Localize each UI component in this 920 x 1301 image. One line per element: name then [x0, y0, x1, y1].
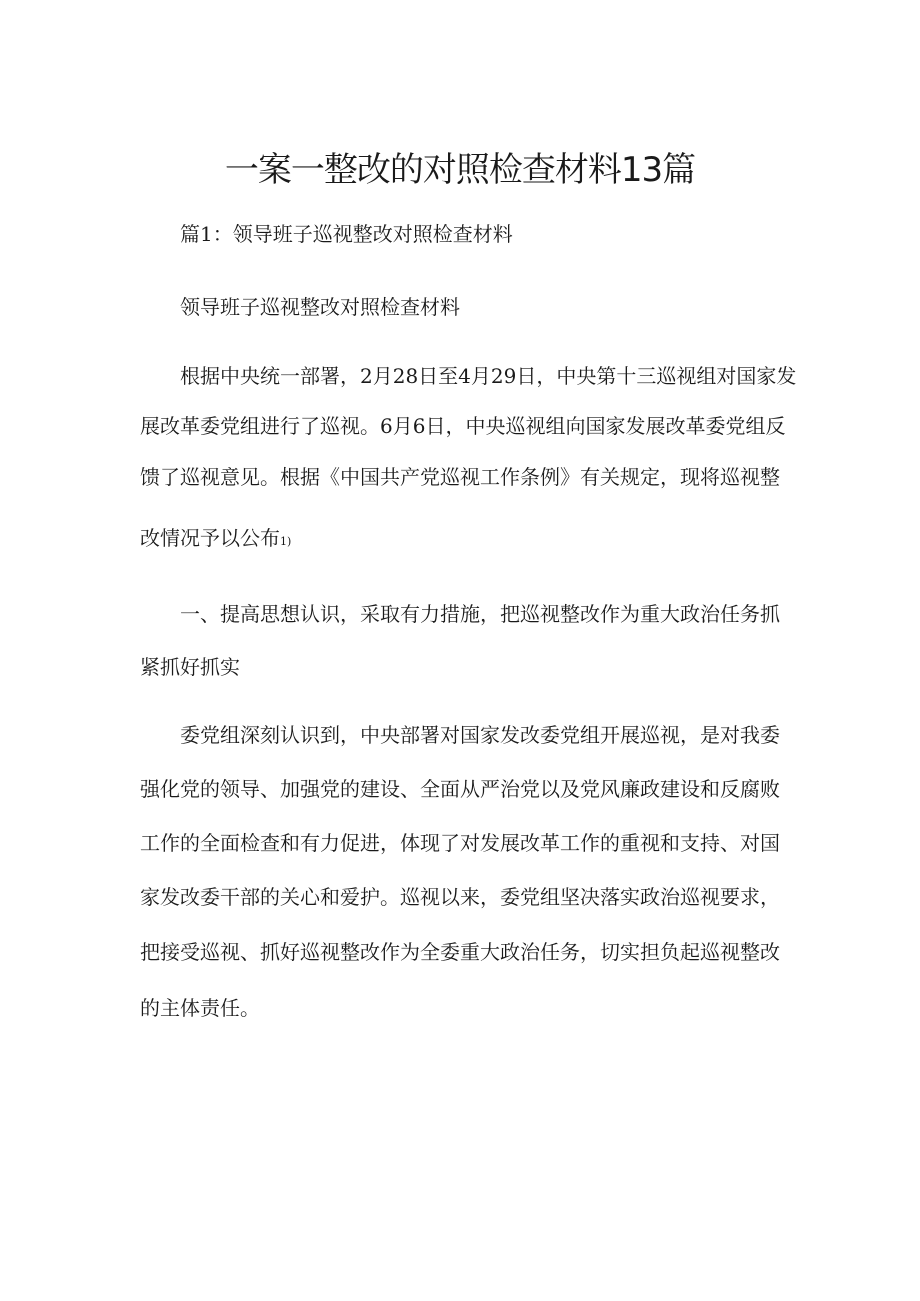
section-heading: 篇1：领导班子巡视整改对照检查材料 [180, 222, 513, 246]
document-subtitle: 领导班子巡视整改对照检查材料 [180, 295, 460, 319]
heading-line: 一、提高思想认识，采取有力措施，把巡视整改作为重大政治任务抓 [180, 602, 780, 626]
paragraph-line-last [140, 523, 291, 557]
paragraph-line: 根据中央统一部署，2月28日至4月29日，中央第十三巡视组对国家发 [180, 364, 797, 388]
footnote-mark: 1) [280, 535, 292, 548]
paragraph-line-text: 改情况予以公布 [140, 526, 280, 550]
paragraph-line: 家发改委干部的关心和爱护。巡视以来，委党组坚决落实政治巡视要求， [140, 885, 780, 909]
paragraph-line: 强化党的领导、加强党的建设、全面从严治党以及党风廉政建设和反腐败 [140, 777, 780, 801]
paragraph-line: 馈了巡视意见。根据《中国共产党巡视工作条例》有关规定，现将巡视整 [140, 465, 780, 489]
paragraph-line: 委党组深刻认识到，中央部署对国家发改委党组开展巡视，是对我委 [180, 723, 780, 747]
paragraph-line: 把接受巡视、抓好巡视整改作为全委重大政治任务，切实担负起巡视整改 [140, 940, 780, 964]
paragraph-line: 工作的全面检查和有力促进，体现了对发展改革工作的重视和支持、对国 [140, 831, 780, 855]
paragraph-line: 展改革委党组进行了巡视。6月6日，中央巡视组向国家发展改革委党组反 [140, 414, 786, 438]
heading-line: 紧抓好抓实 [140, 655, 240, 679]
document-title: 一案一整改的对照检查材料13篇 [224, 150, 696, 190]
paragraph-line: 的主体责任。 [140, 996, 260, 1020]
